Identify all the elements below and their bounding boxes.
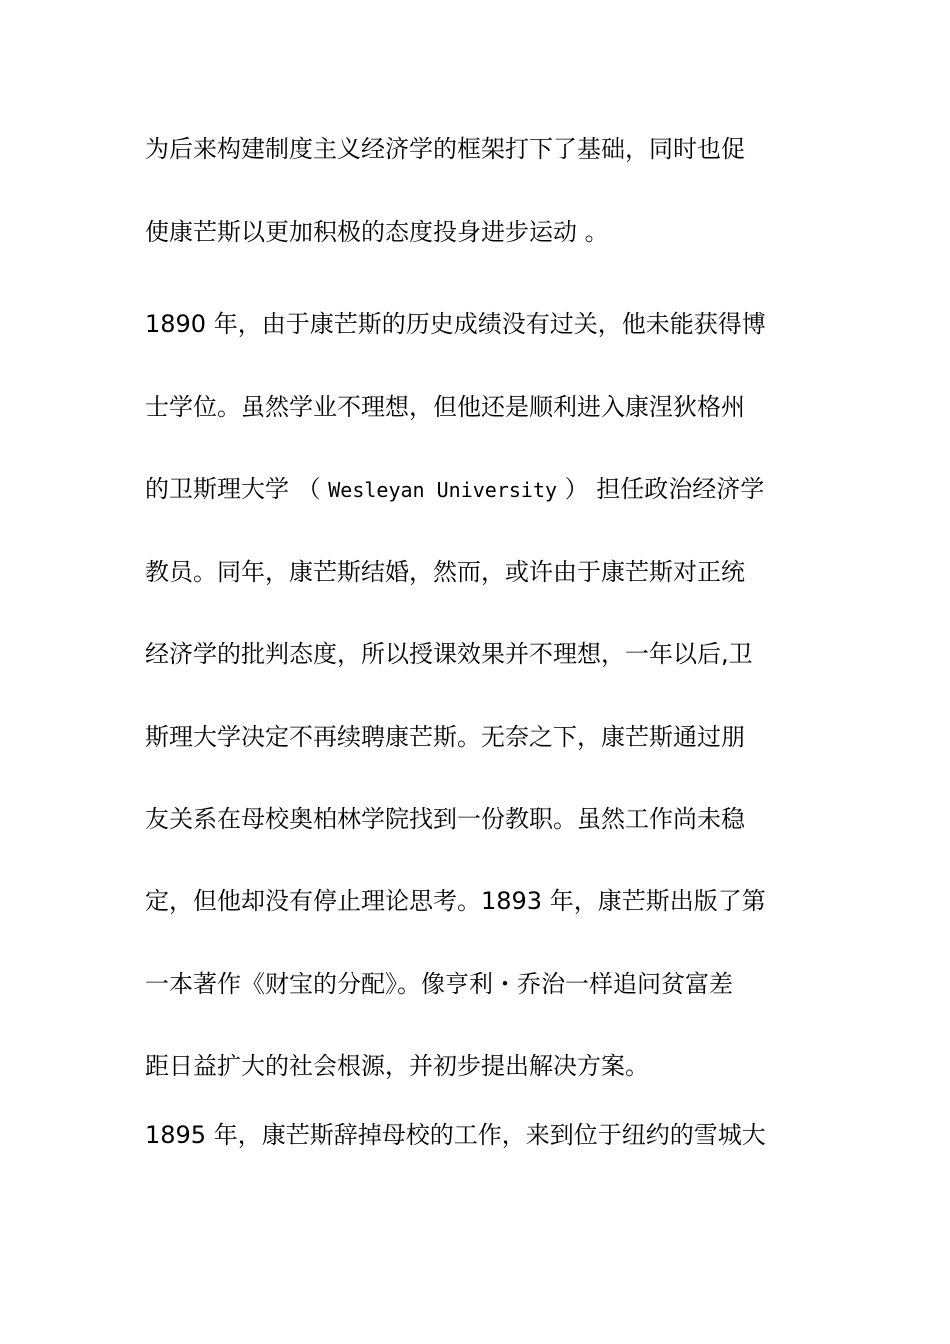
- paragraph-line-9: 友关系在母校奥柏林学院找到一份教职。虽然工作尚未稳: [145, 805, 745, 833]
- paragraph-line-8: 斯理大学决定不再续聘康芒斯。无奈之下，康芒斯通过朋: [145, 723, 745, 751]
- line-5-chinese-suffix: ） 担任政治经济学: [557, 475, 765, 503]
- paragraph-line-5: [145, 474, 825, 505]
- paragraph-line-11: 一本著作《财宝的分配》。像亨利・乔治一样追问贫富差: [145, 970, 733, 998]
- paragraph-line-3: 1890 年，由于康芒斯的历史成绩没有过关，他未能获得博: [145, 310, 766, 338]
- line-5-english-name: Wesleyan University: [328, 478, 558, 502]
- line-5-chinese-prefix: 的卫斯理大学 （: [145, 475, 329, 503]
- paragraph-line-13: 1895 年，康芒斯辞掉母校的工作，来到位于纽约的雪城大: [145, 1121, 766, 1149]
- paragraph-line-10: 定，但他却没有停止理论思考。1893 年，康芒斯出版了第: [145, 887, 766, 915]
- paragraph-line-4: 士学位。虽然学业不理想，但他还是顺利进入康涅狄格州: [145, 393, 745, 421]
- paragraph-line-7: 经济学的批判态度，所以授课效果并不理想，一年以后,卫: [145, 640, 753, 668]
- paragraph-line-1: 为后来构建制度主义经济学的框架打下了基础，同时也促: [145, 135, 745, 163]
- paragraph-line-6: 教员。同年，康芒斯结婚，然而，或许由于康芒斯对正统: [145, 558, 745, 586]
- paragraph-line-2: 使康芒斯以更加积极的态度投身进步运动 。: [145, 218, 609, 246]
- paragraph-line-12: 距日益扩大的社会根源，并初步提出解决方案。: [145, 1052, 649, 1080]
